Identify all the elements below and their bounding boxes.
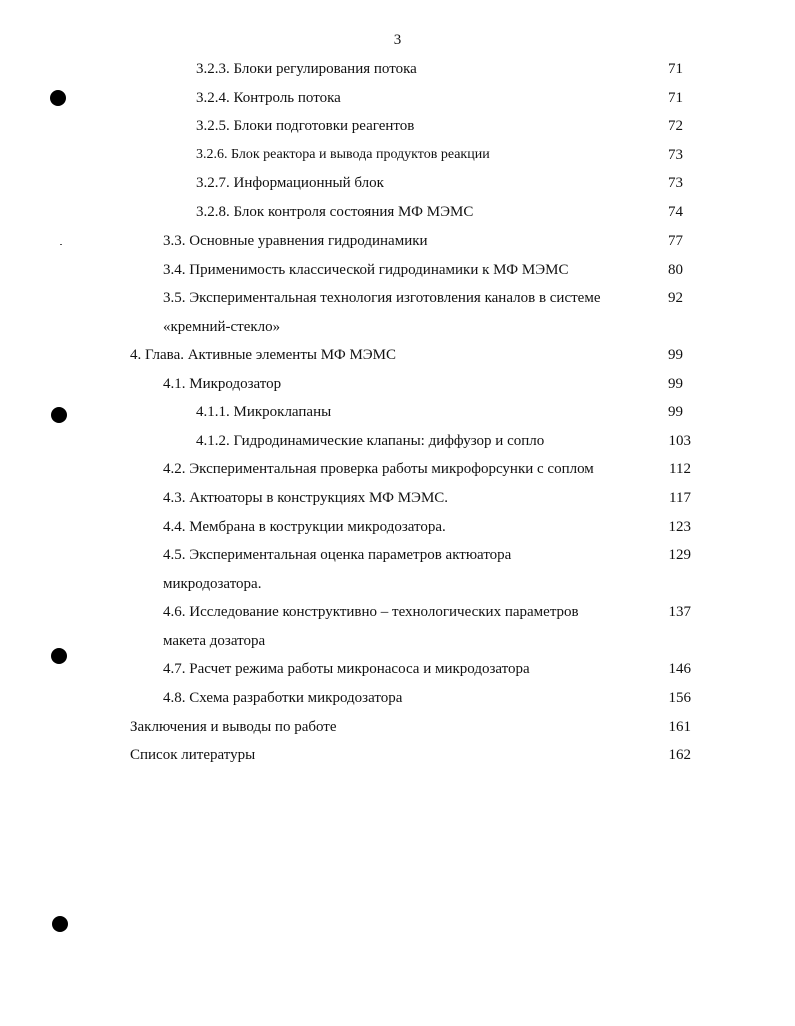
toc-entry-page: 73 xyxy=(668,147,683,163)
toc-entry-page: 156 xyxy=(668,690,691,706)
toc-entry-page: 71 xyxy=(668,61,683,77)
toc-entry-label-continued: макета дозатора xyxy=(163,633,266,649)
toc-entry-page: 123 xyxy=(668,519,691,535)
toc-entry-label: 3.2.8. Блок контроля состояния МФ МЭМС xyxy=(196,204,474,220)
page-number: 3 xyxy=(393,32,402,48)
toc-entry-page: 99 xyxy=(668,347,683,363)
toc-entry-label: 3.2.3. Блоки регулирования потока xyxy=(196,61,417,77)
toc-entry-label: 3.2.4. Контроль потока xyxy=(196,90,341,106)
toc-entry-page: 117 xyxy=(669,490,691,506)
toc-entry-label: 4.1.2. Гидродинамические клапаны: диффузор и сопло xyxy=(196,433,545,449)
toc-entry-label: 4.1.1. Микроклапаны xyxy=(196,404,332,420)
toc-entry-label: Заключения и выводы по работе xyxy=(130,719,337,735)
toc-entry-page: 71 xyxy=(668,90,683,106)
toc-entry-label: 4.7. Расчет режима работы микронасоса и микродозатора xyxy=(163,661,530,677)
toc-entry-label: 3.4. Применимость классической гидродинамики к МФ МЭМС xyxy=(163,262,569,278)
toc-entry-label: 3.3. Основные уравнения гидродинамики xyxy=(163,233,428,249)
toc-entry-label: 3.2.5. Блоки подготовки реагентов xyxy=(196,118,415,134)
toc-entry-label: 3.2.7. Информационный блок xyxy=(196,175,384,191)
toc-entry-page: 137 xyxy=(668,604,691,620)
toc-entry-label: 3.2.6. Блок реактора и вывода продуктов реакции xyxy=(196,147,490,162)
toc-entry-label: 3.5. Экспериментальная технология изготовления каналов в системе xyxy=(163,290,601,306)
toc-entry-label: 4.8. Схема разработки микродозатора xyxy=(163,690,403,706)
toc-entry-label: 4.5. Экспериментальная оценка параметров актюатора xyxy=(163,547,512,563)
toc-entry-label: 4.3. Актюаторы в конструкциях МФ МЭМС. xyxy=(163,490,449,506)
toc-entry-label: 4.1. Микродозатор xyxy=(163,376,282,392)
punch-hole xyxy=(50,90,66,106)
punch-hole xyxy=(52,916,68,932)
toc-entry-page: 99 xyxy=(668,376,683,392)
punch-hole xyxy=(51,648,67,664)
toc-entry-label: 4.2. Экспериментальная проверка работы микрофорсунки с соплом xyxy=(163,461,594,477)
toc-entry-page: 146 xyxy=(668,661,691,677)
toc-entry-label: 4.4. Мембрана в кострукции микродозатора. xyxy=(163,519,446,535)
scan-speck xyxy=(60,244,62,245)
toc-entry-page: 80 xyxy=(668,262,683,278)
punch-hole xyxy=(51,407,67,423)
toc-entry-page: 103 xyxy=(668,433,691,449)
toc-entry-page: 99 xyxy=(668,404,683,420)
toc-entry-page: 162 xyxy=(668,747,691,763)
toc-entry-page: 73 xyxy=(668,175,683,191)
toc-entry-page: 112 xyxy=(669,461,691,477)
toc-entry-page: 92 xyxy=(668,290,683,306)
toc-entry-label-continued: «кремний-стекло» xyxy=(163,319,281,335)
toc-entry-page: 129 xyxy=(668,547,691,563)
toc-entry-page: 161 xyxy=(668,719,691,735)
toc-entry-label: 4. Глава. Активные элементы МФ МЭМС xyxy=(130,347,397,363)
toc-entry-page: 77 xyxy=(668,233,683,249)
toc-entry-page: 74 xyxy=(668,204,683,220)
toc-entry-label: Список литературы xyxy=(130,747,256,763)
toc-entry-label-continued: микродозатора. xyxy=(163,576,262,592)
toc-entry-label: 4.6. Исследование конструктивно – технологических параметров xyxy=(163,604,579,620)
toc-entry-page: 72 xyxy=(668,118,683,134)
